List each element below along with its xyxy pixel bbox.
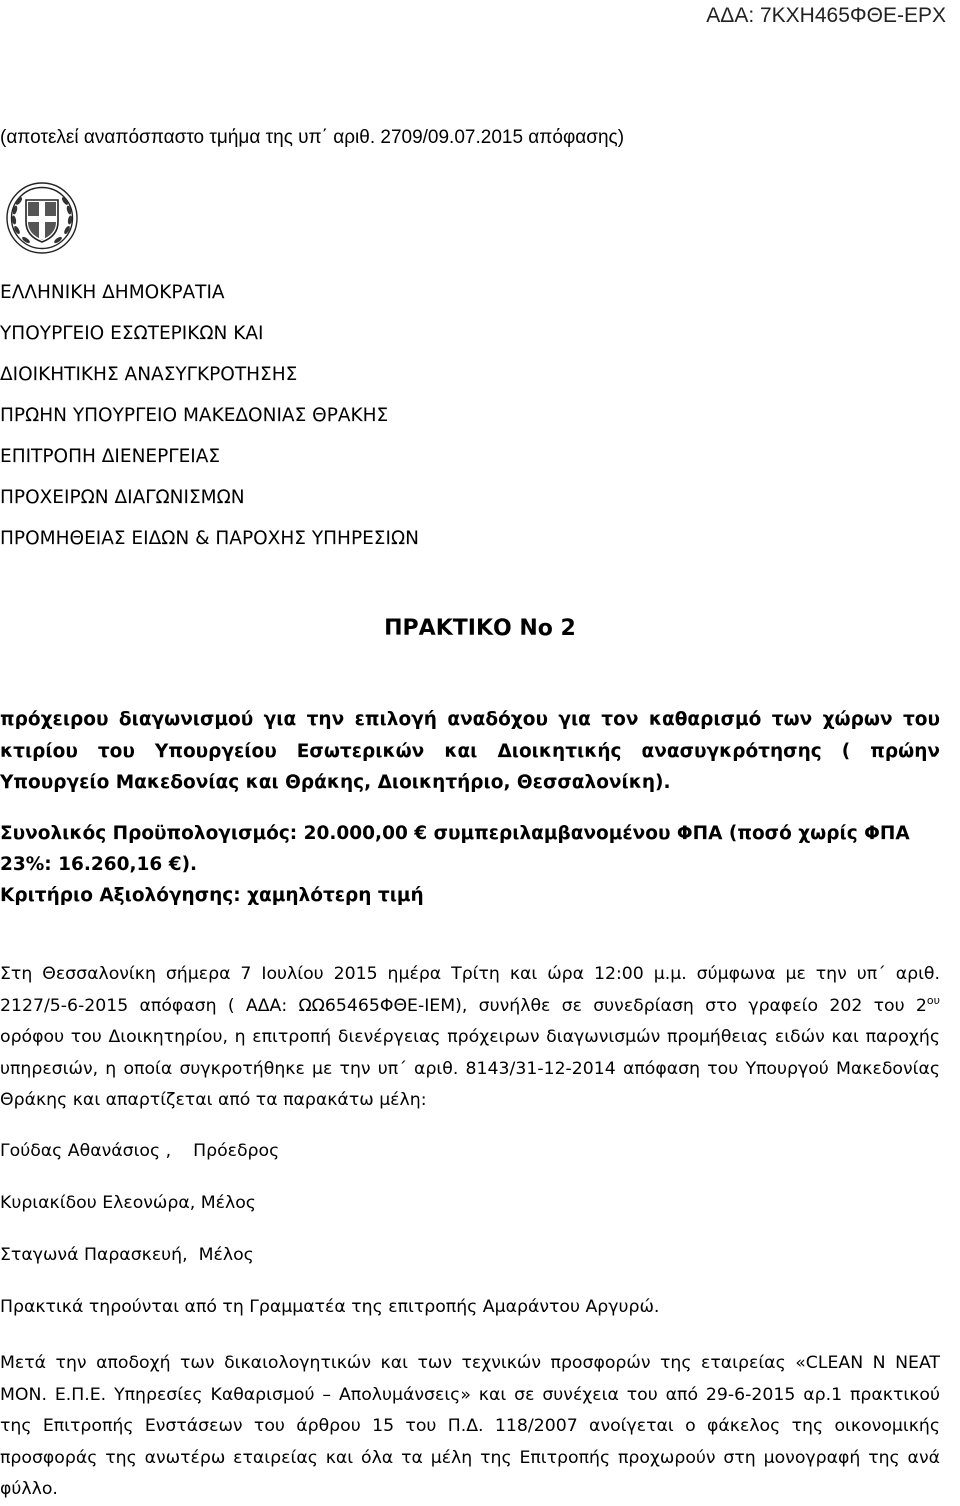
ordinal-superscript: ου [926, 993, 940, 1007]
subject-paragraph [0, 704, 940, 799]
intro-text-part1: Στη Θεσσαλονίκη σήμερα 7 Ιουλίου 2015 ημέρα Τρίτη και ώρα 12:00 μ.μ. σύμφωνα με την υπ΄ αριθ. 2127/5-6-2015 απόφαση ( ΑΔΑ: ΩΩ65465ΦΘΕ-ΙΕΜ), συνήλθε σε συνεδρίαση στο γραφείο 202 του 2 [0, 964, 940, 1016]
subject-text: πρόχειρου διαγωνισμού για την επιλογή αναδόχου για τον καθαρισμό των χώρων του κτιρίου του Υπουργείου Εσωτερικών και Διοικητικής ανασυγκρότησης ( πρώην Υπουργείο Μακεδονίας και Θράκης, Διοικητήριο, Θεσσαλονίκη). [0, 709, 940, 793]
header-line: ΔΙΟΙΚΗΤΙΚΗΣ ΑΝΑΣΥΓΚΡΟΤΗΣΗΣ [0, 364, 298, 385]
issuing-authority-header [0, 272, 419, 559]
intro-paragraph [0, 959, 940, 1117]
ada-stamp: ΑΔΑ: 7ΚΧΗ465ΦΘΕ-ΕΡΧ [706, 4, 946, 27]
member-line: Σταγωνά Παρασκευή, Μέλος [0, 1245, 254, 1265]
criterion-line: Κριτήριο Αξιολόγησης: χαμηλότερη τιμή [0, 885, 424, 906]
intro-text-part2: ορόφου του Διοικητηρίου, η επιτροπή διενέργειας πρόχειρων διαγωνισμών προμήθειας ειδών και παροχής υπηρεσιών, η οποία συγκροτήθηκε με την υπ΄ αριθ. 8143/31-12-2014 απόφαση του Υπουργού Μακεδονίας Θράκης και απαρτίζεται από τα παρακάτω μέλη: [0, 1027, 940, 1111]
final-text: Μετά την αποδοχή των δικαιολογητικών και των τεχνικών προσφορών της εταιρείας «CLEAN N NEAT MON. Ε.Π.Ε. Υπηρεσίες Καθαρισμού – Απολυμάνσεις» και σε συνέχεια του από 29-6-2015 αρ.1 πρακτικού της Επιτροπής Ενστάσεων του άρθρου 15 του Π.Δ. 118/2007 ανοίγεται ο φάκελος της οικονομικής προσφοράς της ανωτέρω εταιρείας και όλα τα μέλη της Επιτροπής προχωρούν στη μονογραφή της ανά φύλλο. [0, 1353, 940, 1500]
final-paragraph [0, 1348, 940, 1506]
budget-block [0, 818, 940, 911]
budget-line: Συνολικός Προϋπολογισμός: 20.000,00 € συμπεριλαμβανομένου ΦΠΑ (ποσό χωρίς ΦΠΑ 23%: 16.260,16 €). [0, 823, 910, 875]
header-line: ΕΛΛΗΝΙΚΗ ΔΗΜΟΚΡΑΤΙΑ [0, 282, 225, 303]
header-line: ΠΡΟΧΕΙΡΩΝ ΔΙΑΓΩΝΙΣΜΩΝ [0, 487, 245, 508]
greek-state-emblem-icon [4, 180, 80, 256]
document-title: ΠΡΑΚΤΙΚΟ Νο 2 [384, 616, 576, 641]
header-line: ΠΡΩΗΝ ΥΠΟΥΡΓΕΙΟ ΜΑΚΕΔΟΝΙΑΣ ΘΡΑΚΗΣ [0, 405, 389, 426]
secretary-line: Πρακτικά τηρούνται από τη Γραμματέα της επιτροπής Αμαράντου Αργυρώ. [0, 1297, 660, 1317]
header-line: ΕΠΙΤΡΟΠΗ ΔΙΕΝΕΡΓΕΙΑΣ [0, 446, 221, 467]
annex-note: (αποτελεί αναπόσπαστο τμήμα της υπ΄ αριθ. 2709/09.07.2015 απόφασης) [0, 127, 625, 148]
header-line: ΠΡΟΜΗΘΕΙΑΣ ΕΙΔΩΝ & ΠΑΡΟΧΗΣ ΥΠΗΡΕΣΙΩΝ [0, 528, 419, 549]
member-line: Κυριακίδου Ελεονώρα, Μέλος [0, 1193, 256, 1213]
member-line: Γούδας Αθανάσιος , Πρόεδρος [0, 1141, 280, 1161]
header-line: ΥΠΟΥΡΓΕΙΟ ΕΣΩΤΕΡΙΚΩΝ ΚΑΙ [0, 323, 264, 344]
